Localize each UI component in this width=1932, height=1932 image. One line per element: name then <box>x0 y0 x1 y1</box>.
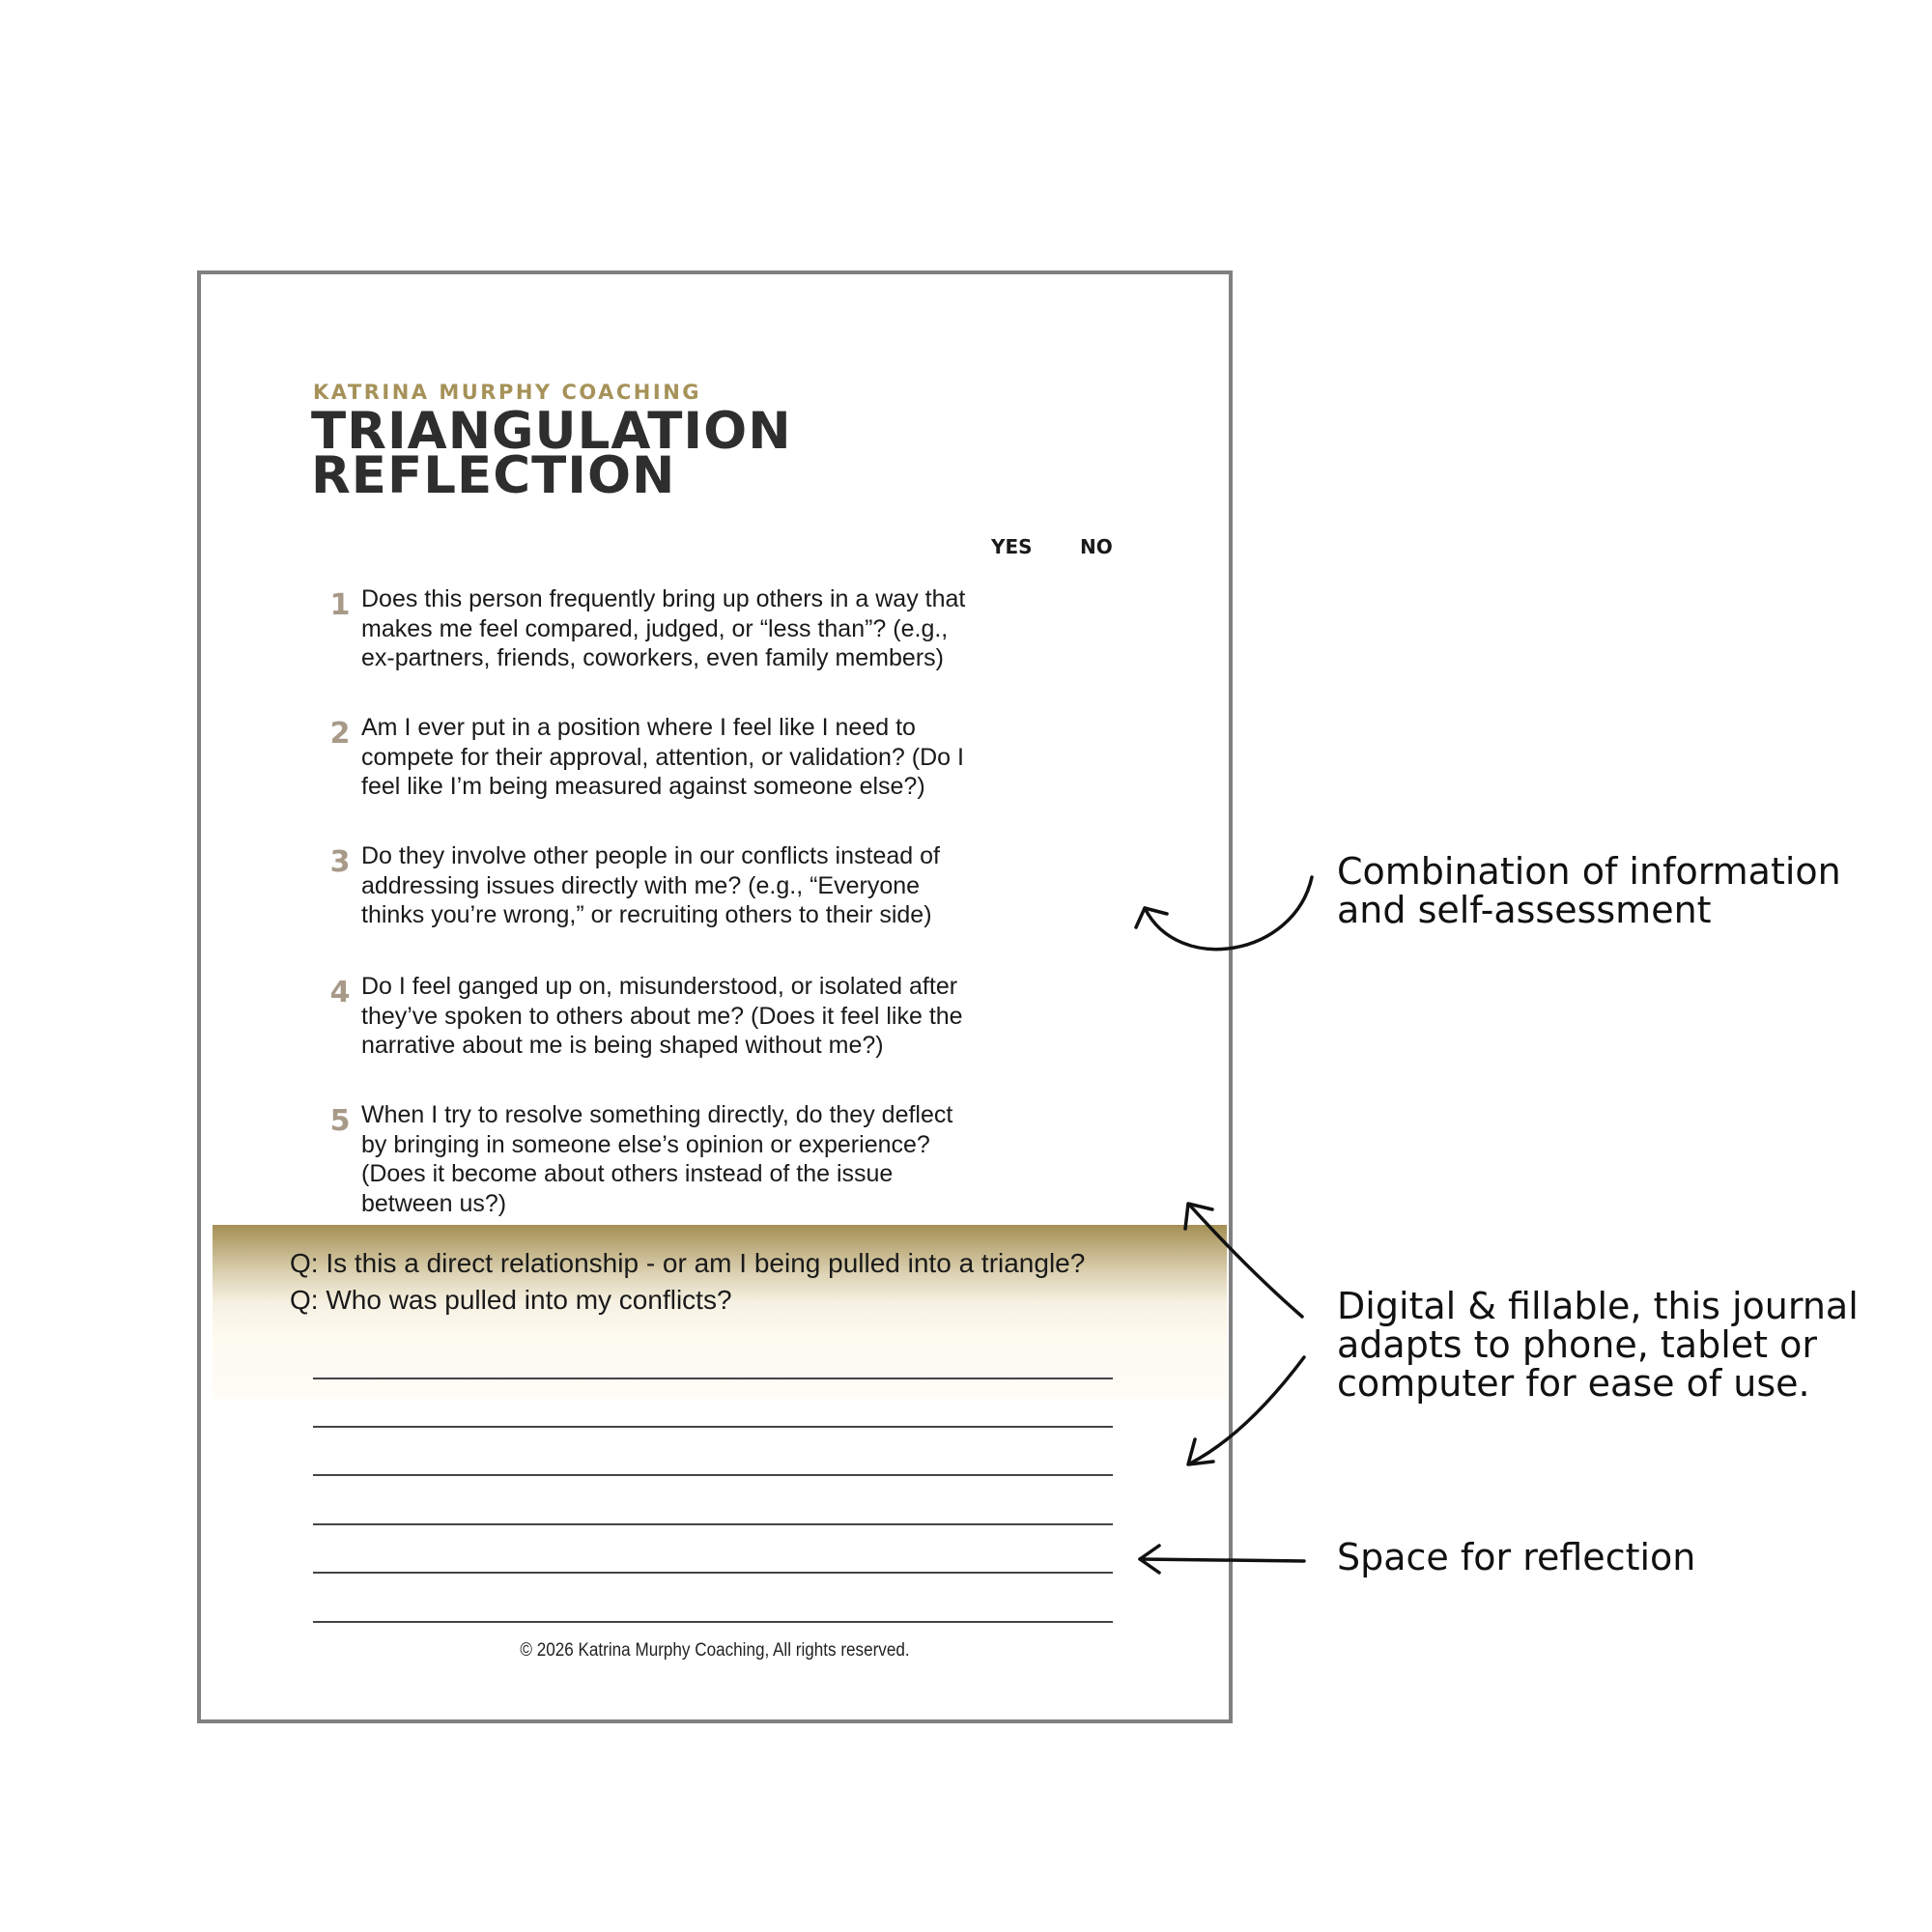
copyright-footer: © 2026 Katrina Murphy Coaching, All rights reserved. <box>520 1640 910 1661</box>
title-line-2: REFLECTION <box>311 446 676 505</box>
callout-line: Digital & fillable, this journal <box>1337 1285 1859 1327</box>
brand-name: KATRINA MURPHY COACHING <box>313 381 702 404</box>
curved-arrow-icon <box>1190 1357 1304 1463</box>
question-text: When I try to resolve something directly, do they deflect by bringing in someone else’s opinion or experience? (Does it become about others instead of the issue between us?) <box>361 1101 953 1217</box>
question-text: Does this person frequently bring up others in a way that makes me feel compared, judged, or “less than”? (e.g., ex-partners, friends, coworkers, even family members) <box>361 585 966 671</box>
straight-arrow-icon <box>1140 1559 1304 1561</box>
question-number: 1 <box>329 588 351 622</box>
reflection-prompt: Q: Is this a direct relationship - or am I being pulled into a triangle? <box>290 1248 1086 1278</box>
question-number: 5 <box>329 1104 351 1138</box>
question-number: 4 <box>329 976 351 1009</box>
question-number: 2 <box>329 717 351 751</box>
question-text: Am I ever put in a position where I feel like I need to compete for their approval, attention, or validation? (Do I feel like I’m being measured against someone else?) <box>361 714 964 800</box>
question-text: Do I feel ganged up on, misunderstood, or isolated after they’ve spoken to others about me? (Does it feel like the narrative about me is being shaped without me?) <box>361 973 963 1059</box>
yes-column-header: YES <box>991 535 1033 558</box>
curved-arrow-icon <box>1190 1206 1302 1317</box>
title-line-1: TRIANGULATION <box>311 402 792 461</box>
callout-line: Space for reflection <box>1337 1536 1696 1578</box>
callout-line: Combination of information <box>1337 850 1841 893</box>
question-number: 3 <box>329 845 351 879</box>
curved-arrow-icon <box>1145 877 1312 950</box>
no-column-header: NO <box>1080 535 1113 558</box>
callout-line: and self-assessment <box>1337 889 1712 931</box>
question-text: Do they involve other people in our conflicts instead of addressing issues directly with me? (e.g., “Everyone thinks you’re wrong,” or recruiting others to their side) <box>361 842 940 928</box>
callout-line: adapts to phone, tablet or <box>1337 1323 1817 1366</box>
reflection-prompt: Q: Who was pulled into my conflicts? <box>290 1285 732 1315</box>
callout-line: computer for ease of use. <box>1337 1362 1810 1405</box>
